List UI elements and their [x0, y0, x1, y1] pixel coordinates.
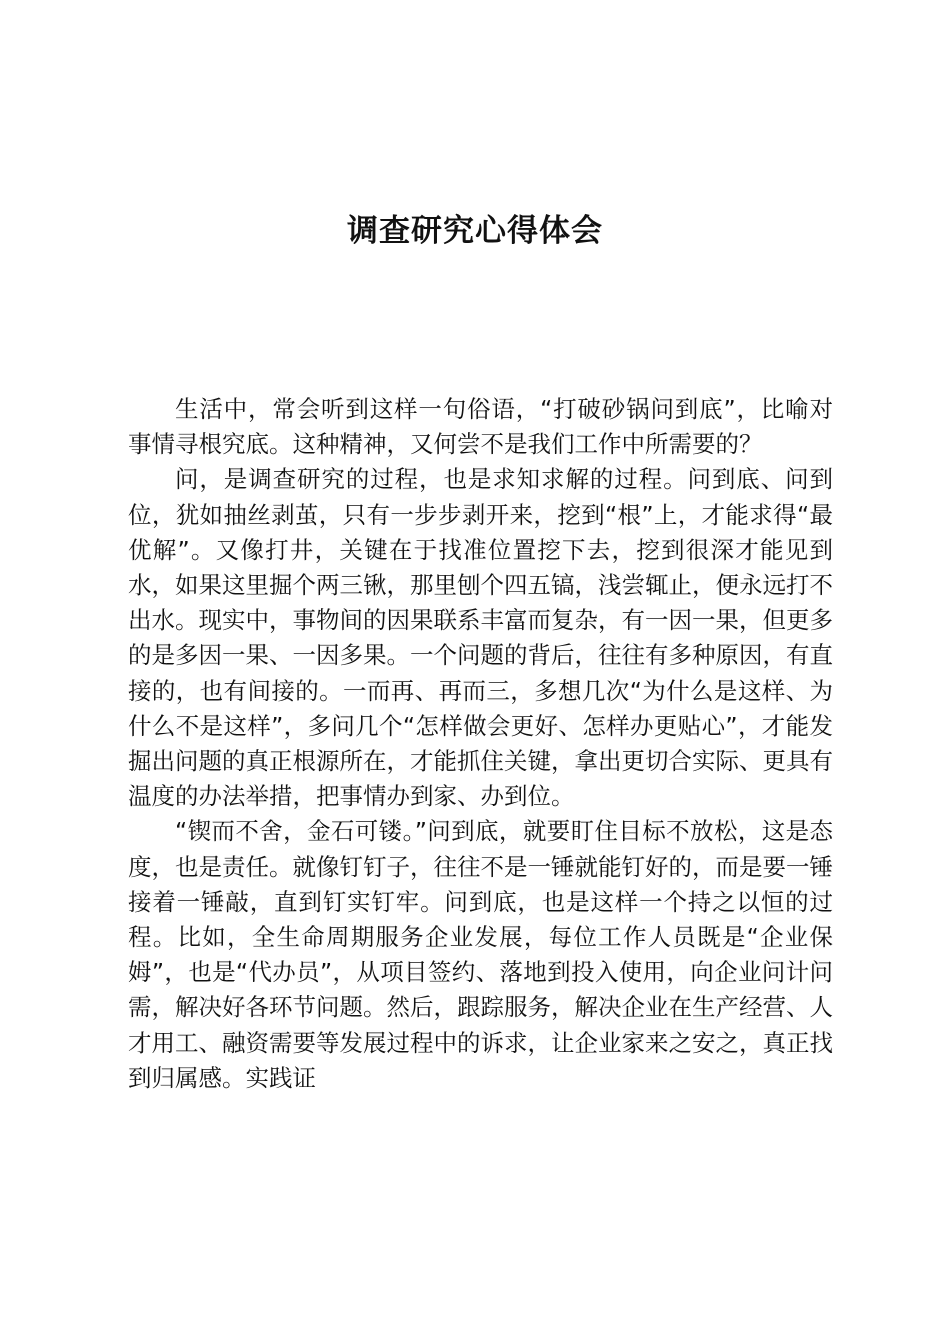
document-body — [128, 392, 833, 1096]
paragraph-3: “锲而不舍，金石可镂。”问到底，就要盯住目标不放松，这是态度，也是责任。就像钉钉子，往往不是一锤就能钉好的，而是要一锤接着一锤敲，直到钉实钉牢。问到底，也是这样一个持之以恒的过程。比如，全生命周期服务企业发展，每位工作人员既是“企业保姆”，也是“代办员”，从项目签约、落地到投入使用，向企业问计问需，解决好各环节问题。然后，跟踪服务，解决企业在生产经营、人才用工、融资需要等发展过程中的诉求，让企业家来之安之，真正找到归属感。实践证 — [128, 817, 833, 1092]
page-title: 调查研究心得体会 — [347, 213, 603, 249]
paragraph-1: 生活中，常会听到这样一句俗语，“打破砂锅问到底”，比喻对事情寻根究底。这种精神，又何尝不是我们工作中所需要的？ — [128, 395, 833, 459]
paragraph-2: 问，是调查研究的过程，也是求知求解的过程。问到底、问到位，犹如抽丝剥茧，只有一步步剥开来，挖到“根”上，才能求得“最优解”。又像打井，关键在于找准位置挖下去，挖到很深才能见到水，如果这里掘个两三锹，那里刨个四五镐，浅尝辄止，便永远打不出水。现实中，事物间的因果联系丰富而复杂，有一因一果，但更多的是多因一果、一因多果。一个问题的背后，往往有多种原因，有直接的，也有间接的。一而再、再而三，多想几次“为什么是这样、为什么不是这样”，多问几个“怎样做会更好、怎样办更贴心”，才能发掘出问题的真正根源所在，才能抓住关键，拿出更切合实际、更具有温度的办法举措，把事情办到家、办到位。 — [128, 465, 833, 811]
